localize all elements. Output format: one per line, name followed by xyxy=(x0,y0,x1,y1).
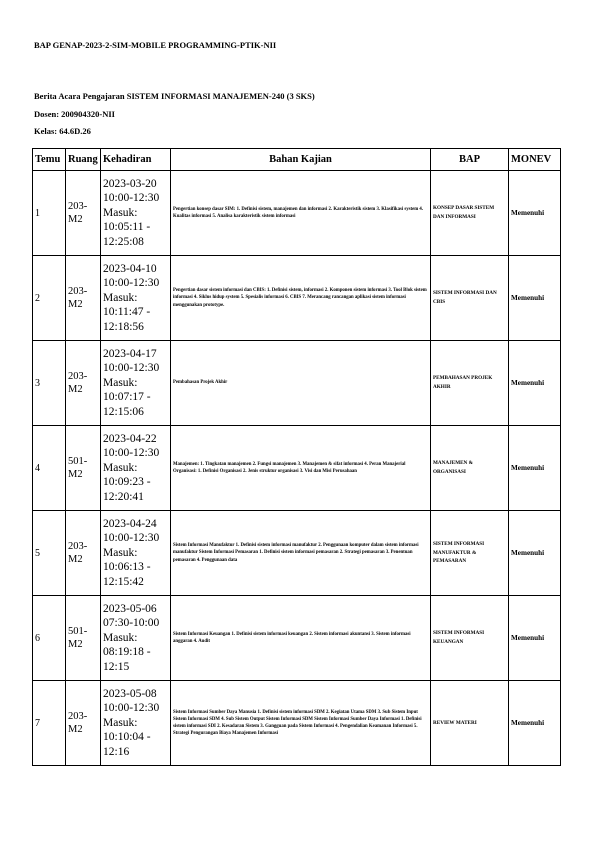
session-date: 2023-03-20 xyxy=(103,177,157,190)
table-row xyxy=(33,426,561,511)
room-cell xyxy=(66,341,101,426)
room-cell xyxy=(66,426,101,511)
room-code: 203- xyxy=(68,711,88,722)
table-row xyxy=(33,171,561,256)
material-cell: Pengertian dasar sistem informasi dan CBIS: 1. Definisi sistem, informasi 2. Komponen sistem informasi 3. Tool Blok sistem informasi 4. Siklus hidup system 5. Spesialis informasi 6. CBIS 7. Merancang rancangan aplikasi sistem informasi menggunakan prototype. xyxy=(171,256,431,341)
monev-cell: Memenuhi xyxy=(509,171,561,256)
bap-table xyxy=(32,148,561,766)
room-code: 203- xyxy=(68,371,88,382)
room-building: M2 xyxy=(68,469,83,480)
room-code: 203- xyxy=(68,541,88,552)
meeting-number: 5 xyxy=(33,511,66,596)
session-date: 2023-05-08 xyxy=(103,687,157,700)
class-info: Kelas: 64.6D.26 xyxy=(34,126,91,136)
session-date: 2023-04-10 xyxy=(103,262,157,275)
attendance-cell xyxy=(101,681,171,766)
session-date: 2023-04-17 xyxy=(103,347,157,360)
session-time: 10:00-12:30 xyxy=(103,702,160,715)
masuk-label: Masuk: xyxy=(103,206,138,219)
monev-cell: Memenuhi xyxy=(509,341,561,426)
material-cell: Sistem Informasi Sumber Daya Manusia 1. Definisi sistem informasi SDM 2. Kegiatan Utama SDM 3. Sub Sistem Input Sistem Informasi SDM 4. Sub Sistem Output Sistem Informasi SDM Sistem Informasi Sumber Daya Informasi 1. Definisi sistem informasi SDI 2. Kesadaran Sistem 3. Gangguan pada Sistem Informasi 4. Pengendalian Keamanan Informasi 5. Strategi Pengurangan Biaya Manajemen Informasi xyxy=(171,681,431,766)
material-cell: Sistem Informasi Manufaktur 1. Definisi sistem informasi manufaktur 2. Penggunaan komputer dalam sistem informasi manufaktur Sistem Informasi Pemasaran 1. Definisi sistem informasi pemasaran 2. Strategi pemasaran 3. Penentuan pemasaran 4. Penggunaan data xyxy=(171,511,431,596)
masuk-to: 12:15:06 xyxy=(103,405,144,418)
material-cell: Pembahasan Projek Akhir xyxy=(171,341,431,426)
session-date: 2023-05-06 xyxy=(103,602,157,615)
column-header-no: Temu xyxy=(33,149,66,171)
attendance-cell xyxy=(101,341,171,426)
room-building: M2 xyxy=(68,384,83,395)
table-row xyxy=(33,511,561,596)
masuk-to: 12:16 xyxy=(103,745,130,758)
table-row xyxy=(33,341,561,426)
session-time: 10:00-12:30 xyxy=(103,277,160,290)
room-code: 203- xyxy=(68,201,88,212)
masuk-to: 12:15 xyxy=(103,660,130,673)
session-time: 10:00-12:30 xyxy=(103,192,160,205)
room-building: M2 xyxy=(68,554,83,565)
room-building: M2 xyxy=(68,299,83,310)
room-code: 501- xyxy=(68,626,88,637)
monev-cell: Memenuhi xyxy=(509,596,561,681)
masuk-to: 12:15:42 xyxy=(103,575,144,588)
attendance-cell xyxy=(101,511,171,596)
room-code: 203- xyxy=(68,286,88,297)
attendance-cell xyxy=(101,256,171,341)
bap-cell: SISTEM INFORMASI KEUANGAN xyxy=(431,596,509,681)
monev-cell: Memenuhi xyxy=(509,511,561,596)
masuk-label: Masuk: xyxy=(103,631,138,644)
course-info: Berita Acara Pengajaran SISTEM INFORMASI MANAJEMEN-240 (3 SKS) xyxy=(34,91,315,101)
meeting-number: 3 xyxy=(33,341,66,426)
session-date: 2023-04-22 xyxy=(103,432,157,445)
lecturer-info: Dosen: 200904320-NII xyxy=(34,109,115,119)
masuk-from: 10:05:11 - xyxy=(103,221,151,234)
column-header-monev: MONEV xyxy=(509,149,561,171)
masuk-from: 10:09:23 - xyxy=(103,476,151,489)
bap-cell: PEMBAHASAN PROJEK AKHIR xyxy=(431,341,509,426)
masuk-label: Masuk: xyxy=(103,461,138,474)
table-row xyxy=(33,596,561,681)
attendance-cell xyxy=(101,596,171,681)
bap-cell: REVIEW MATERI xyxy=(431,681,509,766)
bap-cell: MANAJEMEN & ORGANISASI xyxy=(431,426,509,511)
material-cell: Manajemen: 1. Tingkatan manajemen 2. Fungsi manajemen 3. Manajemen & sifat informasi 4. Peran Manajerial Organisasi: 1. Definisi Organisasi 2. Jenis struktur organisasi 3. Visi dan Misi Perusahaan xyxy=(171,426,431,511)
meeting-number: 7 xyxy=(33,681,66,766)
masuk-from: 08:19:18 - xyxy=(103,646,151,659)
masuk-from: 10:07:17 - xyxy=(103,391,151,404)
masuk-from: 10:10:04 - xyxy=(103,731,151,744)
session-date: 2023-04-24 xyxy=(103,517,157,530)
document-title: BAP GENAP-2023-2-SIM-MOBILE PROGRAMMING-PTIK-NII xyxy=(34,40,277,50)
table-row xyxy=(33,681,561,766)
meeting-number: 1 xyxy=(33,171,66,256)
session-time: 07:30-10:00 xyxy=(103,617,160,630)
room-cell xyxy=(66,171,101,256)
bap-cell: KONSEP DASAR SISTEM DAN INFORMASI xyxy=(431,171,509,256)
column-header-attendance: Kehadiran xyxy=(101,149,171,171)
masuk-label: Masuk: xyxy=(103,716,138,729)
room-building: M2 xyxy=(68,639,83,650)
masuk-to: 12:20:41 xyxy=(103,490,144,503)
session-time: 10:00-12:30 xyxy=(103,362,160,375)
meeting-number: 2 xyxy=(33,256,66,341)
monev-cell: Memenuhi xyxy=(509,426,561,511)
bap-cell: SISTEM INFORMASI MANUFAKTUR & PEMASARAN xyxy=(431,511,509,596)
room-cell xyxy=(66,256,101,341)
room-cell xyxy=(66,596,101,681)
meeting-number: 4 xyxy=(33,426,66,511)
room-cell xyxy=(66,511,101,596)
masuk-to: 12:18:56 xyxy=(103,320,144,333)
meeting-number: 6 xyxy=(33,596,66,681)
column-header-material: Bahan Kajian xyxy=(171,149,431,171)
masuk-from: 10:06:13 - xyxy=(103,561,151,574)
table-header-row xyxy=(33,149,561,171)
room-code: 501- xyxy=(68,456,88,467)
attendance-cell xyxy=(101,426,171,511)
room-building: M2 xyxy=(68,724,83,735)
monev-cell: Memenuhi xyxy=(509,256,561,341)
masuk-label: Masuk: xyxy=(103,291,138,304)
masuk-label: Masuk: xyxy=(103,376,138,389)
column-header-bap: BAP xyxy=(431,149,509,171)
column-header-room: Ruang xyxy=(66,149,101,171)
masuk-label: Masuk: xyxy=(103,546,138,559)
material-cell: Pengertian konsep dasar SIM: 1. Definisi sistem, manajemen dan informasi 2. Karakteristik sistem 3. Klasifikasi system 4. Kualitas informasi 5. Analisa karakteristik sistem informasi xyxy=(171,171,431,256)
material-cell: Sistem Informasi Keuangan 1. Definisi sistem informasi keuangan 2. Sistem informasi akuntansi 3. Sistem informasi anggaran 4. Audit xyxy=(171,596,431,681)
masuk-from: 10:11:47 - xyxy=(103,306,151,319)
bap-cell: SISTEM INFORMASI DAN CBIS xyxy=(431,256,509,341)
session-time: 10:00-12:30 xyxy=(103,447,160,460)
room-cell xyxy=(66,681,101,766)
session-time: 10:00-12:30 xyxy=(103,532,160,545)
table-row xyxy=(33,256,561,341)
masuk-to: 12:25:08 xyxy=(103,235,144,248)
monev-cell: Memenuhi xyxy=(509,681,561,766)
room-building: M2 xyxy=(68,214,83,225)
attendance-cell xyxy=(101,171,171,256)
